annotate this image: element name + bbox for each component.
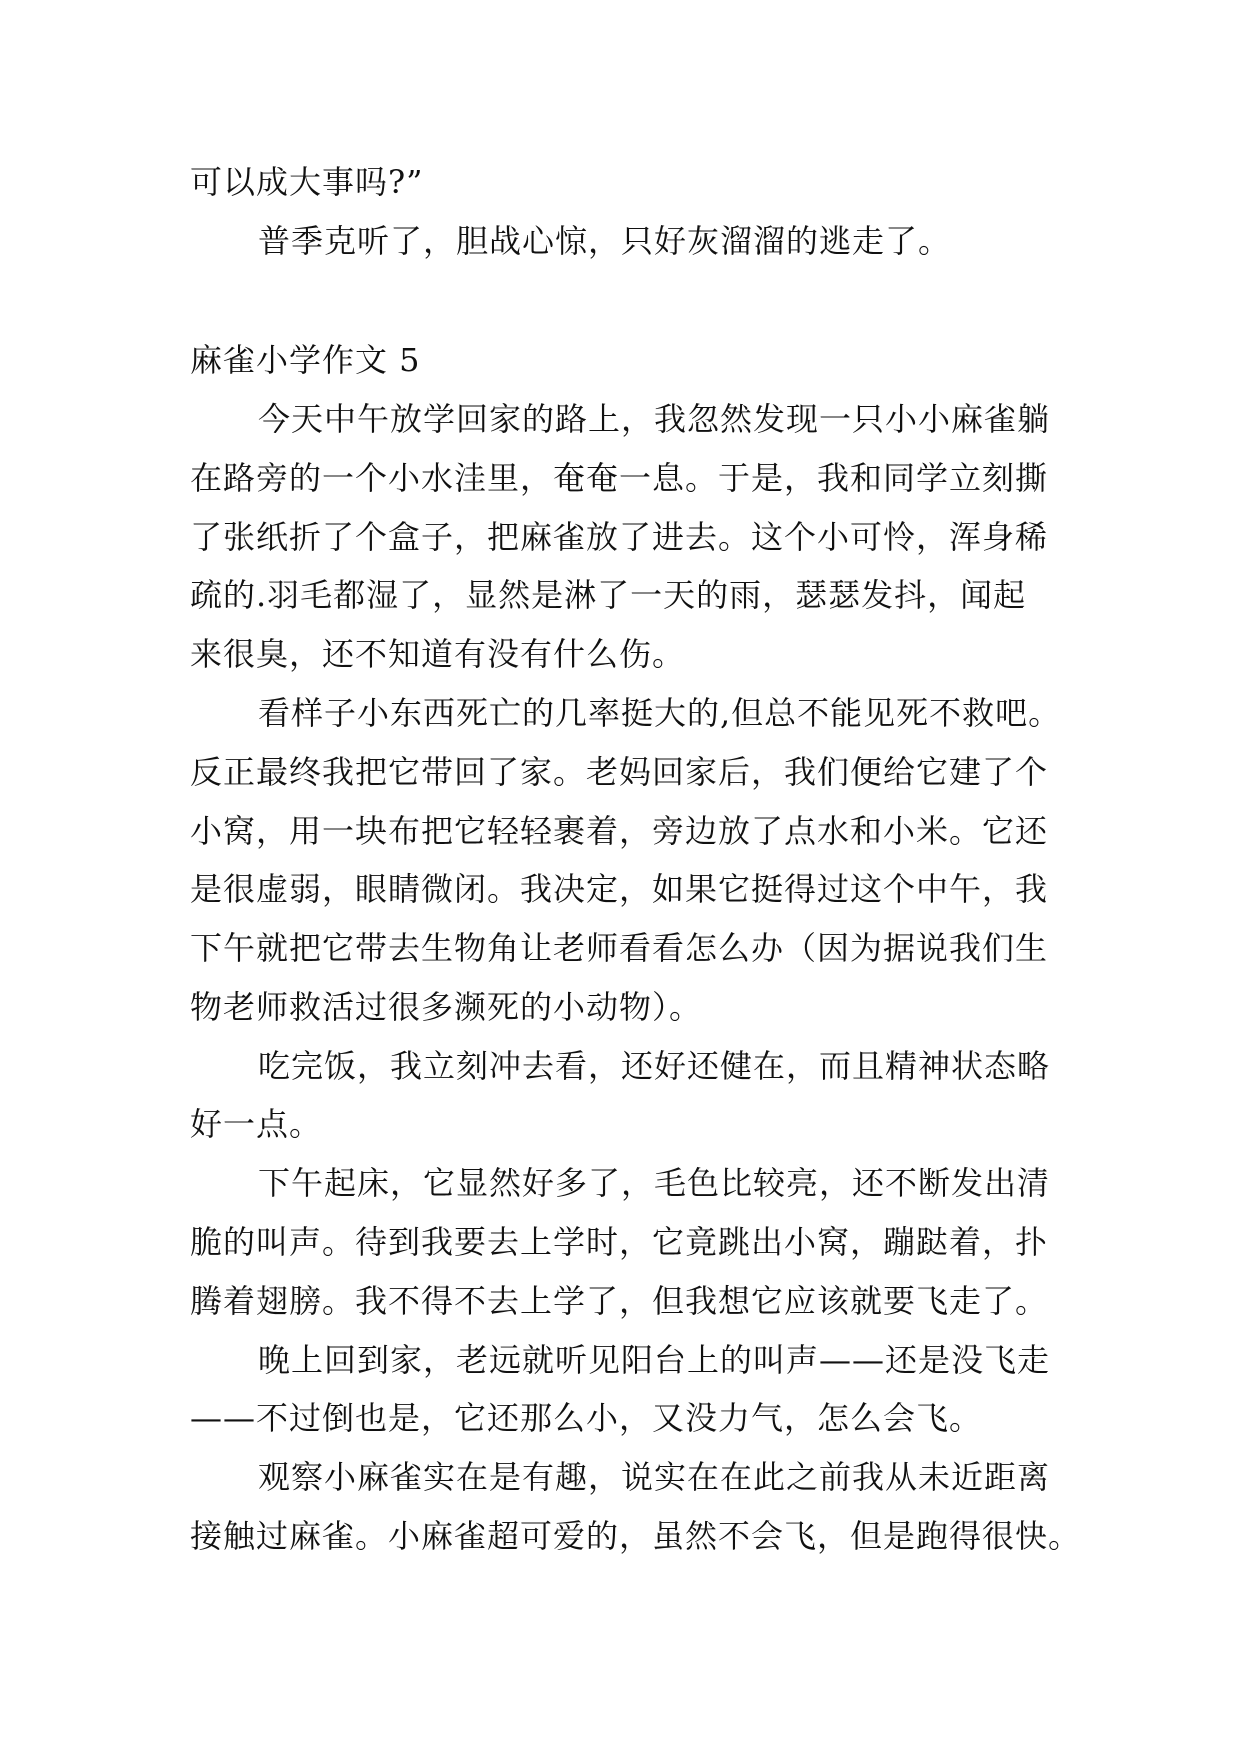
text-line: 晚上回到家，老远就听见阳台上的叫声——还是没飞走 [258,1341,1051,1379]
section-heading: 麻雀小学作文 5 [190,341,421,379]
text-line: 普季克听了，胆战心惊，只好灰溜溜的逃走了。 [258,222,952,260]
text-line: 疏的.羽毛都湿了，显然是淋了一天的雨，瑟瑟发抖，闻起 [190,576,1027,614]
text-line: 小窝，用一块布把它轻轻裹着，旁边放了点水和小米。它还 [190,812,1049,850]
text-line: 脆的叫声。待到我要去上学时，它竟跳出小窝，蹦跶着，扑 [190,1223,1049,1261]
text-line: 吃完饭，我立刻冲去看，还好还健在，而且精神状态略 [258,1047,1051,1085]
text-line: 下午就把它带去生物角让老师看看怎么办（因为据说我们生 [190,929,1049,967]
text-line: 看样子小东西死亡的几率挺大的,但总不能见死不救吧。 [258,694,1062,732]
text-line: 观察小麻雀实在是有趣，说实在在此之前我从未近距离 [258,1458,1051,1496]
text-line: 是很虚弱，眼睛微闭。我决定，如果它挺得过这个中午，我 [190,870,1049,908]
text-line: ——不过倒也是，它还那么小，又没力气，怎么会飞。 [190,1399,983,1437]
text-line: 腾着翅膀。我不得不去上学了，但我想它应该就要飞走了。 [190,1282,1049,1320]
text-line: 来很臭，还不知道有没有什么伤。 [190,635,686,673]
text-line: 下午起床，它显然好多了，毛色比较亮，还不断发出清 [258,1164,1051,1202]
text-line: 反正最终我把它带回了家。老妈回家后，我们便给它建了个 [190,753,1049,791]
text-line: 接触过麻雀。小麻雀超可爱的，虽然不会飞，但是跑得很快。 [190,1517,1082,1555]
text-line: 可以成大事吗?” [190,163,424,201]
text-line: 了张纸折了个盒子，把麻雀放了进去。这个小可怜，浑身稀 [190,518,1049,556]
text-line: 好一点。 [190,1105,323,1143]
text-line: 物老师救活过很多濒死的小动物）。 [190,988,703,1026]
text-line: 今天中午放学回家的路上，我忽然发现一只小小麻雀躺 [258,400,1051,438]
text-line: 在路旁的一个小水洼里，奄奄一息。于是，我和同学立刻撕 [190,459,1049,497]
